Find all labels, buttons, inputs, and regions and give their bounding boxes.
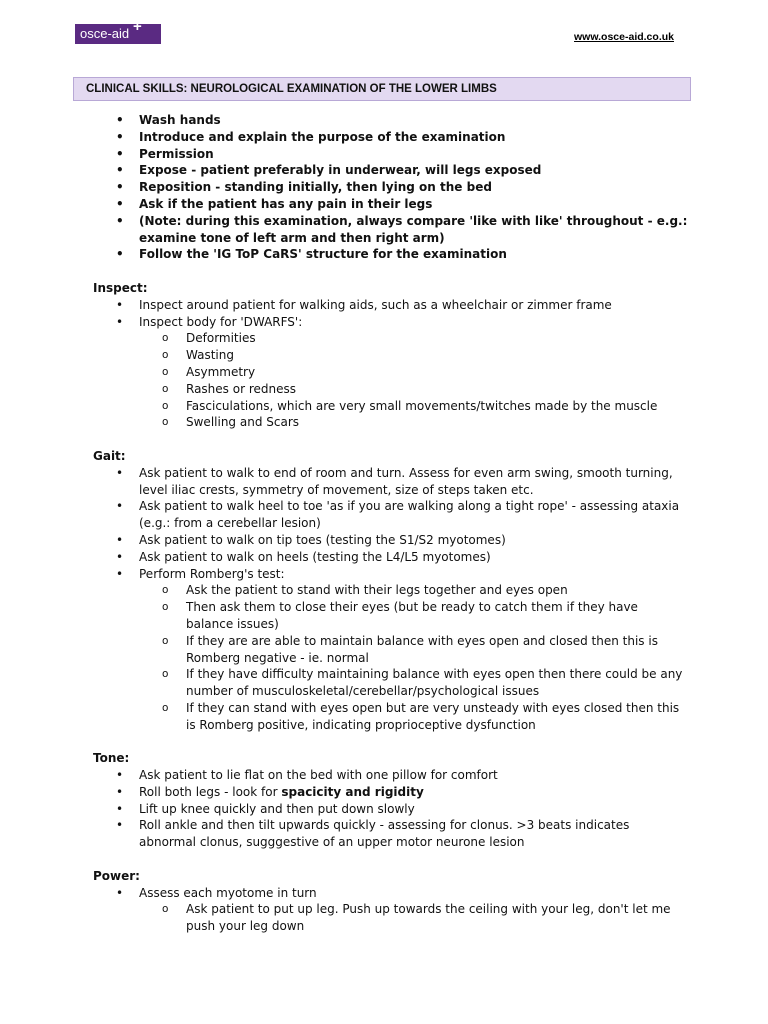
- intro-list: [0, 112, 768, 263]
- section-heading-tone: Tone:: [93, 751, 130, 766]
- list-item: • Ask if the patient has any pain in their legs: [0, 196, 768, 213]
- section-heading-inspect: Inspect:: [93, 280, 148, 295]
- sub-list-item: o Asymmetry: [0, 364, 768, 381]
- osce-aid-logo: [75, 18, 161, 44]
- list-item: • Ask patient to lie flat on the bed with one pillow for comfort: [0, 767, 768, 784]
- list-item: • Ask patient to walk heel to toe 'as if you are walking along a tight rope' - assessing ataxia (e.g.: from a cerebellar lesion): [0, 498, 768, 532]
- sub-list-item: o If they can stand with eyes open but are very unsteady with eyes closed then this is Romberg positive, indicating proprioceptive dysfunction: [0, 700, 768, 734]
- sub-list-item: o Wasting: [0, 347, 768, 364]
- logo-text: osce-aid: [80, 26, 130, 41]
- document-body: [0, 112, 768, 935]
- power-list: [0, 885, 768, 935]
- list-item: • Ask patient to walk on tip toes (testing the S1/S2 myotomes): [0, 532, 768, 549]
- logo-plus: +: [133, 18, 142, 35]
- list-item: • Wash hands: [0, 112, 768, 129]
- list-item: • Assess each myotome in turn: [0, 885, 768, 902]
- tone-item-emphasis: spacicity and rigidity: [281, 784, 424, 799]
- inspect-list: [0, 297, 768, 431]
- section-heading-power: Power:: [93, 868, 140, 883]
- tone-list: [0, 767, 768, 851]
- list-item: • (Note: during this examination, always compare 'like with like' throughout - e.g.: examine tone of left arm and then right arm): [0, 213, 768, 247]
- list-item: • Follow the 'IG ToP CaRS' structure for the examination: [0, 246, 768, 263]
- tone-item-text: Roll both legs - look for: [139, 784, 282, 799]
- gait-list: [0, 465, 768, 734]
- sub-list-item: o If they are are able to maintain balance with eyes open and closed then this is Romberg negative - ie. normal: [0, 633, 768, 667]
- sub-list-item: o Fasciculations, which are very small movements/twitches made by the muscle: [0, 398, 768, 415]
- sub-list-item: o Swelling and Scars: [0, 414, 768, 431]
- list-item: • Permission: [0, 146, 768, 163]
- list-item: • Perform Romberg's test:: [0, 566, 768, 583]
- list-item: • Lift up knee quickly and then put down slowly: [0, 801, 768, 818]
- sub-list-item: o Rashes or redness: [0, 381, 768, 398]
- page-title: CLINICAL SKILLS: NEUROLOGICAL EXAMINATION OF THE LOWER LIMBS: [73, 77, 691, 101]
- sub-list-item: o If they have difficulty maintaining balance with eyes open then there could be any number of musculoskeletal/cerebellar/psychological issues: [0, 666, 768, 700]
- list-item: • Reposition - standing initially, then lying on the bed: [0, 179, 768, 196]
- list-item: [0, 784, 768, 801]
- website-link[interactable]: www.osce-aid.co.uk: [574, 31, 674, 43]
- section-heading-gait: Gait:: [93, 448, 126, 463]
- list-item: • Introduce and explain the purpose of the examination: [0, 129, 768, 146]
- list-item: • Ask patient to walk on heels (testing the L4/L5 myotomes): [0, 549, 768, 566]
- list-item: • Inspect around patient for walking aids, such as a wheelchair or zimmer frame: [0, 297, 768, 314]
- sub-list-item: o Ask patient to put up leg. Push up towards the ceiling with your leg, don't let me push your leg down: [0, 901, 768, 935]
- list-item: • Roll ankle and then tilt upwards quickly - assessing for clonus. >3 beats indicates abnormal clonus, sugggestive of an upper motor neurone lesion: [0, 817, 768, 851]
- list-item: • Ask patient to walk to end of room and turn. Assess for even arm swing, smooth turning, level iliac crests, symmetry of movement, size of steps taken etc.: [0, 465, 768, 499]
- sub-list-item: o Then ask them to close their eyes (but be ready to catch them if they have balance issues): [0, 599, 768, 633]
- sub-list-item: o Deformities: [0, 330, 768, 347]
- list-item: • Inspect body for 'DWARFS':: [0, 314, 768, 331]
- list-item: • Expose - patient preferably in underwear, will legs exposed: [0, 162, 768, 179]
- sub-list-item: o Ask the patient to stand with their legs together and eyes open: [0, 582, 768, 599]
